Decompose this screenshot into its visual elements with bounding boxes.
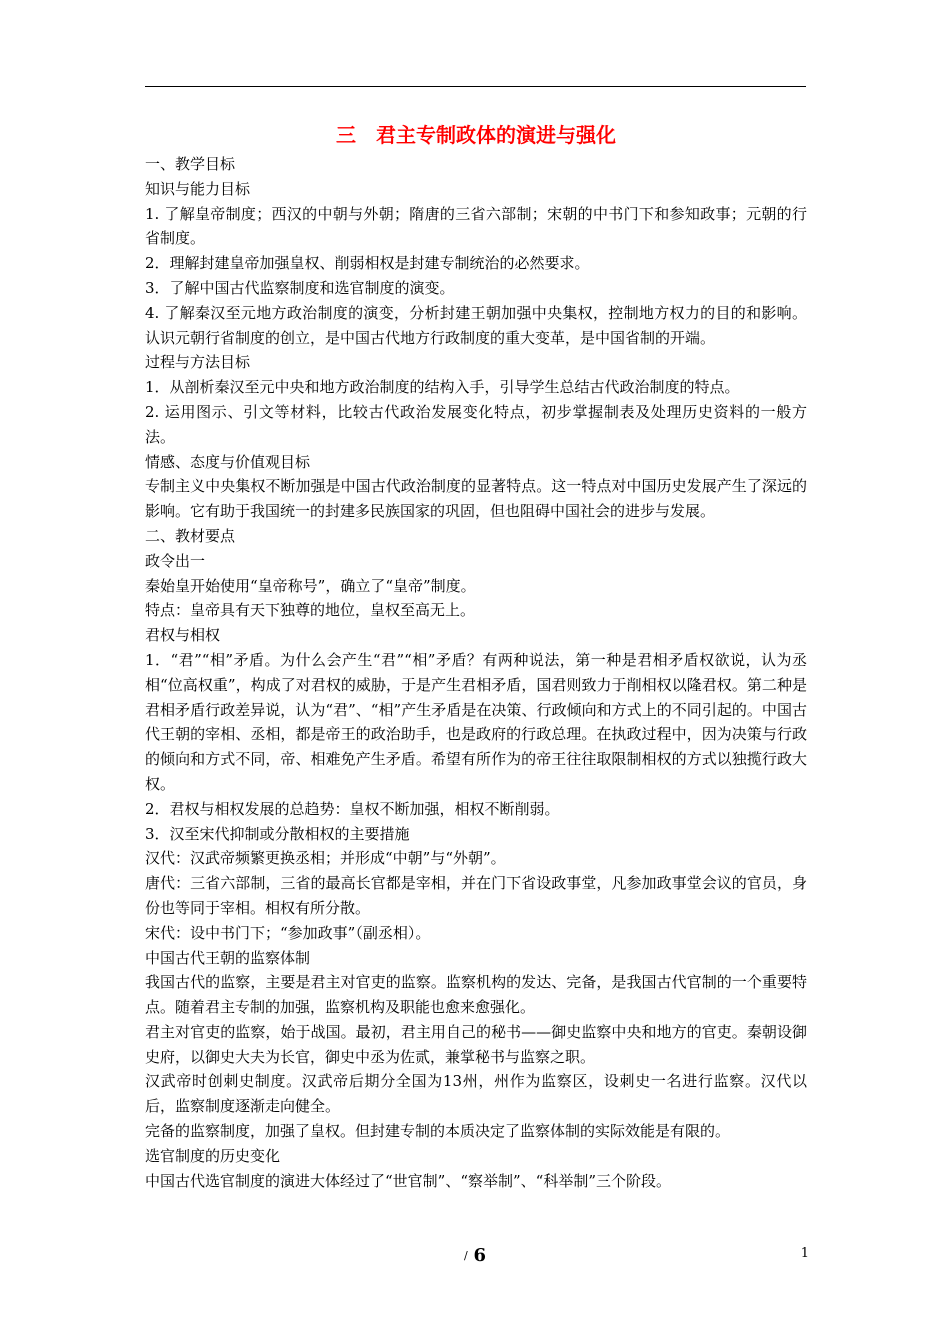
document-title: 三 君主专制政体的演进与强化 [336, 123, 616, 147]
paragraph: 1. 了解皇帝制度；西汉的中朝与外朝；隋唐的三省六部制；宋朝的中书门下和参知政事；元朝的行省制度。 [145, 204, 807, 248]
page-total-number: 6 [473, 1245, 486, 1266]
paragraph: 特点：皇帝具有天下独尊的地位，皇权至高无上。 [145, 601, 476, 620]
paragraph: 汉代：汉武帝频繁更换丞相；并形成“中朝”与“外朝”。 [145, 849, 506, 868]
section-heading-key-points: 二、教材要点 [145, 526, 236, 545]
subheading-knowledge: 知识与能力目标 [145, 179, 251, 198]
subheading-supervision: 中国古代王朝的监察体制 [145, 948, 311, 967]
subheading-decree: 政令出一 [145, 551, 206, 570]
paragraph: 宋代：设中书门下；“参加政事”（副丞相）。 [145, 923, 431, 942]
paragraph: 唐代：三省六部制，三省的最高长官都是宰相，并在门下省设政事堂，凡参加政事堂会议的官员，身份也等同于宰相。相权有所分散。 [145, 874, 807, 917]
subheading-selection: 选官制度的历史变化 [145, 1146, 281, 1165]
paragraph: 完备的监察制度，加强了皇权。但封建专制的本质决定了监察体制的实际效能是有限的。 [145, 1122, 731, 1141]
paragraph: 1．“君”“相”矛盾。为什么会产生“君”“相”矛盾？有两种说法，第一种是君相矛盾权欲说，认为丞相“位高权重”，构成了对君权的威胁，于是产生君相矛盾，国君则致力于削相权以隆君权。第二种是君相矛盾行政差异说，认为“君”、“相”产生矛盾是在决策、行政倾向和方式上的不同引起的。中国古代王朝的宰相、丞相，都是帝王的政治助手，也是政府的行政总理。在执政过程中，因为决策与行政的倾向和方式不同，帝、相难免产生矛盾。希望有所作为的帝王往往取限制相权的方式以独揽行政大权。 [145, 650, 807, 793]
subheading-process: 过程与方法目标 [145, 353, 251, 372]
paragraph: 秦始皇开始使用“皇帝称号”，确立了“皇帝”制度。 [145, 576, 476, 595]
paragraph: 汉武帝时创刺史制度。汉武帝后期分全国为13州，州作为监察区，设刺史一名进行监察。汉代以后，监察制度逐渐走向健全。 [145, 1072, 807, 1116]
paragraph: 4. 了解秦汉至元地方政治制度的演变，分析封建王朝加强中央集权，控制地方权力的目的和影响。认识元朝行省制度的创立，是中国古代地方行政制度的重大变革，是中国省制的开端。 [145, 303, 807, 347]
subheading-values: 情感、态度与价值观目标 [145, 452, 311, 471]
paragraph: 君主对官吏的监察，始于战国。最初，君主用自己的秘书——御史监察中央和地方的官吏。秦朝设御史府，以御史大夫为长官，御史中丞为佐贰，兼掌秘书与监察之职。 [145, 1022, 807, 1066]
paragraph: 2．理解封建皇帝加强皇权、削弱相权是封建专制统治的必然要求。 [145, 254, 590, 273]
section-heading-objectives: 一、教学目标 [145, 155, 236, 173]
paragraph: 2. 运用图示、引文等材料，比较古代政治发展变化特点，初步掌握制表及处理历史资料的一般方法。 [145, 402, 807, 446]
paragraph: 3．了解中国古代监察制度和选官制度的演变。 [145, 278, 455, 297]
header-rule [145, 86, 806, 87]
paragraph: 1．从剖析秦汉至元中央和地方政治制度的结构入手，引导学生总结古代政治制度的特点。 [145, 378, 740, 397]
subheading-monarch-chancellor: 君权与相权 [145, 626, 221, 645]
page-total-slash: / [464, 1249, 468, 1262]
document-body [145, 118, 807, 1193]
paragraph: 2．君权与相权发展的总趋势：皇权不断加强，相权不断削弱。 [145, 799, 560, 818]
paragraph: 中国古代选官制度的演进大体经过了“世官制”、“察举制”、“科举制”三个阶段。 [145, 1171, 672, 1190]
paragraph: 3．汉至宋代抑制或分散相权的主要措施 [145, 824, 410, 843]
paragraph: 专制主义中央集权不断加强是中国古代政治制度的显著特点。这一特点对中国历史发展产生了深远的影响。它有助于我国统一的封建多民族国家的巩固，但也阻碍中国社会的进步与发展。 [145, 477, 807, 521]
page-number: 1 [800, 1246, 809, 1261]
paragraph: 我国古代的监察，主要是君主对官吏的监察。监察机构的发达、完备，是我国古代官制的一个重要特点。随着君主专制的加强，监察机构及职能也愈来愈强化。 [145, 973, 807, 1017]
